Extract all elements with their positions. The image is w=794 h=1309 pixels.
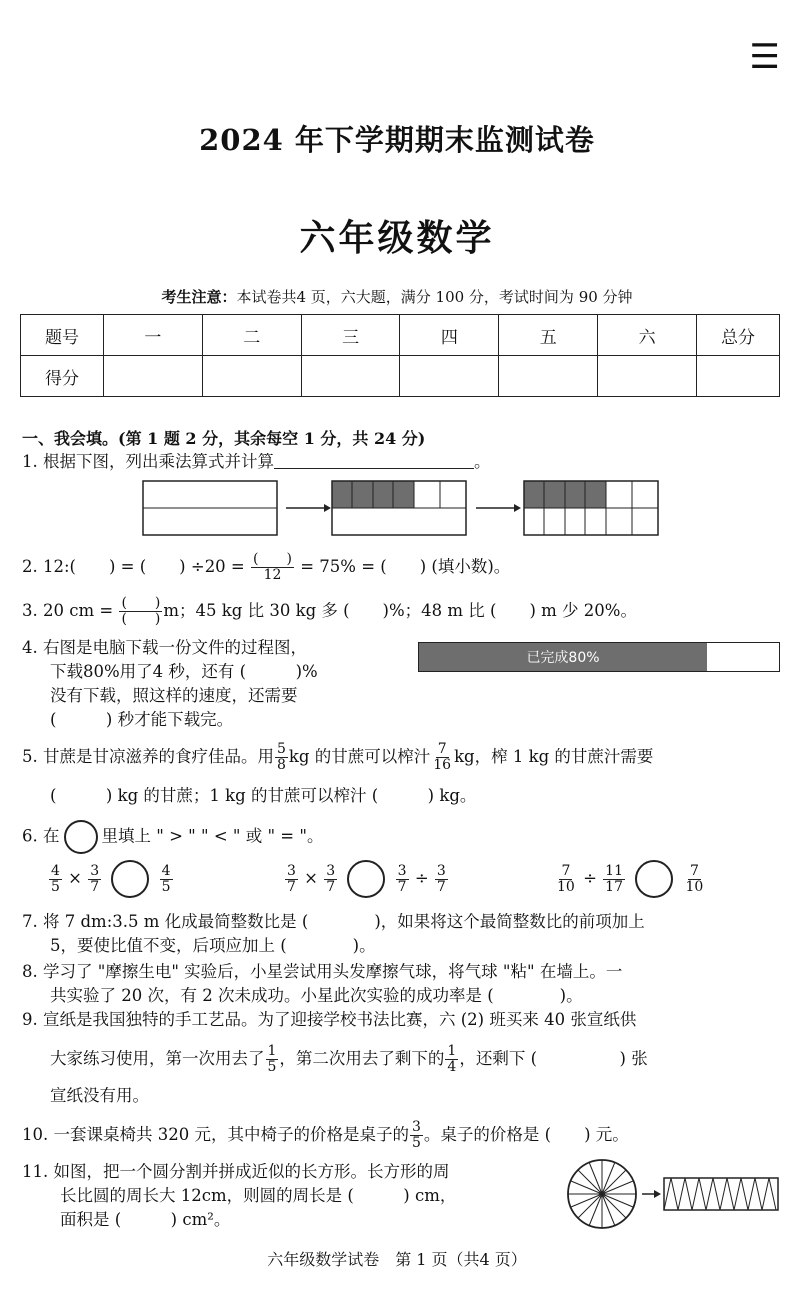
fraction-denominator: 5 (51, 878, 60, 895)
arrow-icon (286, 504, 331, 512)
question-text: 甘蔗是甘凉滋养的食疗佳品。用 (43, 747, 274, 766)
fraction-denominator: 5 (161, 878, 171, 895)
question-text: 下载80%用了4 秒，还有 ( )% (50, 662, 318, 681)
question-text: 学习了 "摩擦生电" 实验后，小星尝试用头发摩擦气球，将气球 "粘" 在墙上。一 (43, 962, 623, 981)
question-text: 。桌子的价格是 ( ) 元。 (423, 1125, 629, 1144)
question-9-line-3: 宣纸没有用。 (50, 1086, 149, 1105)
question-text: 5，要使比值不变，后项应加上 ( )。 (50, 936, 376, 955)
score-header-cell: 题号 (21, 315, 104, 356)
fraction-denominator: 5 (411, 1135, 421, 1151)
full-rectangle (143, 481, 277, 535)
exam-notice (0, 286, 794, 307)
score-cell[interactable] (104, 356, 203, 397)
arrow-icon (642, 1190, 661, 1198)
page-footer: 六年级数学试卷 第 1 页（共4 页） (267, 1250, 527, 1269)
score-cell[interactable] (499, 356, 598, 397)
fraction (431, 742, 453, 773)
question-text: ，还剩下 ( ) 张 (459, 1049, 648, 1068)
question-5-line-2: ( ) kg 的甘蔗；1 kg 的甘蔗可以榨汁 ( ) kg。 (50, 786, 477, 805)
fraction-numerator: 3 (90, 862, 100, 879)
score-header-cell: 总分 (697, 315, 780, 356)
question-text: 一套课桌椅共 320 元，其中椅子的价格是桌子的 (53, 1125, 409, 1144)
compare-circle-input[interactable] (111, 860, 149, 898)
fraction-numerator: 5 (277, 741, 286, 757)
divided-circle (568, 1160, 636, 1228)
fraction-denominator: 7 (90, 878, 100, 895)
question-text: 根据下图，列出乘法算式并计算 (43, 452, 274, 471)
question-6 (22, 820, 323, 854)
question-text: kg 的甘蔗可以榨汁 (288, 747, 431, 766)
fraction-numerator: 4 (161, 862, 171, 879)
operator: × (68, 868, 82, 888)
fraction (266, 1044, 279, 1075)
operator: ÷ (583, 868, 597, 888)
partial-shaded-rectangle (332, 481, 466, 535)
fraction (603, 864, 625, 895)
fraction-denominator: 7 (397, 878, 407, 895)
fraction (683, 864, 705, 895)
question-end: 。 (474, 452, 491, 471)
question-10 (22, 1120, 629, 1151)
approximate-rectangle (664, 1178, 778, 1210)
fraction (285, 864, 298, 895)
score-header-cell: 一 (104, 315, 203, 356)
fraction (88, 864, 101, 895)
fraction (275, 742, 288, 773)
question-number: 3. (22, 601, 38, 620)
compare-circle-input[interactable] (347, 860, 385, 898)
fraction-numerator: 7 (689, 862, 699, 879)
question-text: 长比圆的周长大 12cm，则圆的周长是 ( ) cm， (60, 1186, 457, 1205)
question-text: 右图是电脑下载一份文件的过程图， (43, 638, 307, 657)
question-text: 没有下载，照这样的速度，还需要 (50, 686, 298, 705)
question-text: 共实验了 20 次，有 2 次未成功。小星此次实验的成功率是 ( )。 (50, 986, 583, 1005)
score-cell[interactable] (697, 356, 780, 397)
grid-shaded-rectangle (524, 481, 658, 535)
fraction (410, 1120, 423, 1151)
question-text: ，第二次用去了剩下的 (279, 1049, 445, 1068)
fraction-numerator: 11 (605, 862, 623, 879)
fraction-numerator: 7 (561, 862, 571, 879)
fraction-numerator: 4 (51, 862, 60, 879)
fraction (324, 864, 337, 895)
question-text: 里填上 " > " " < " 或 " = "。 (101, 826, 324, 846)
question-number: 10. (22, 1125, 49, 1144)
score-header-cell: 四 (400, 315, 499, 356)
question-number: 8. (22, 962, 38, 981)
question-5 (22, 742, 653, 773)
question-4 (22, 636, 318, 732)
question-2 (22, 552, 510, 583)
fraction-denominator: 16 (433, 757, 452, 773)
comparison-1 (48, 860, 174, 898)
question-number: 9. (22, 1010, 38, 1029)
question-text: 20 cm = (43, 601, 114, 620)
answer-blank[interactable] (274, 452, 474, 469)
fraction-numerator: 1 (267, 1043, 277, 1059)
fraction-denominator: 12 (263, 567, 282, 583)
fraction-denominator: 17 (605, 878, 623, 895)
question-number: 11. (22, 1162, 49, 1181)
circle-to-rectangle-diagram (566, 1154, 782, 1234)
fraction (49, 864, 62, 895)
fraction-denominator: 7 (326, 878, 336, 895)
question-text: = 75% = ( ) (填小数)。 (300, 557, 511, 576)
compare-circle-input[interactable] (635, 860, 673, 898)
score-header-cell: 六 (598, 315, 697, 356)
fraction (119, 596, 162, 627)
question-9-line-2 (50, 1044, 648, 1075)
fraction (396, 864, 409, 895)
score-header-cell: 五 (499, 315, 598, 356)
question-text: 在 (43, 826, 60, 846)
fraction-denominator: 10 (685, 878, 704, 895)
question-text: kg，榨 1 kg 的甘蔗汁需要 (454, 747, 654, 766)
question-number: 6. (22, 826, 38, 846)
comparison-3 (554, 860, 706, 898)
question-number: 5. (22, 747, 38, 766)
score-header-cell: 二 (202, 315, 301, 356)
score-cell[interactable] (202, 356, 301, 397)
question-3 (22, 596, 637, 627)
fraction-denominator: 5 (267, 1059, 277, 1075)
fraction-numerator: 3 (326, 862, 336, 879)
menu-icon[interactable]: ☰ (749, 37, 780, 77)
score-cell[interactable] (598, 356, 697, 397)
fraction (435, 864, 448, 895)
question-text: 面积是 ( ) cm²。 (60, 1210, 231, 1229)
fraction (251, 552, 294, 583)
score-table (20, 314, 780, 397)
fraction-numerator: 3 (397, 862, 407, 879)
score-cell[interactable] (301, 356, 400, 397)
operator: ÷ (414, 868, 429, 888)
operator: × (304, 868, 318, 888)
fraction-denominator: 7 (287, 878, 296, 895)
circle-blank-icon (64, 820, 98, 854)
question-number: 4. (22, 638, 38, 657)
question-9 (22, 1008, 636, 1032)
fraction-numerator: 1 (447, 1043, 457, 1059)
fraction-numerator: 3 (436, 862, 446, 879)
fraction (555, 864, 577, 895)
fraction (445, 1044, 458, 1075)
fraction-numerator: 3 (411, 1119, 421, 1135)
fraction-numerator: 3 (287, 862, 296, 879)
question-11 (22, 1160, 456, 1232)
question-number: 1. (22, 452, 38, 471)
progress-fill: 已完成80% (419, 643, 707, 671)
question-1 (22, 450, 491, 474)
question-text: 宣纸是我国独特的手工艺品。为了迎接学校书法比赛，六 (2) 班买来 40 张宣纸供 (43, 1010, 637, 1029)
question-8 (22, 960, 622, 1008)
question-text: 12:( ) = ( ) ÷20 = (43, 557, 245, 576)
fraction (160, 864, 173, 895)
exam-title: 2024 年下学期期末监测试卷 (199, 123, 595, 157)
question-text: ( ) 秒才能下载完。 (50, 710, 234, 729)
fraction-denominator[interactable]: ( ) (121, 611, 161, 627)
section-1-title: 一、我会填。(第 1 题 2 分，其余每空 1 分，共 24 分) (22, 429, 426, 448)
score-table-score-row (21, 356, 780, 397)
fraction-denominator: 10 (557, 878, 575, 895)
q1-grid-diagram (140, 478, 662, 538)
download-progress-bar (418, 642, 780, 672)
question-text: 将 7 dm:3.5 m 化成最简整数比是 ( )，如果将这个最简整数比的前项加上 (43, 912, 645, 931)
fraction-numerator: 7 (437, 741, 447, 757)
question-number: 2. (22, 557, 38, 576)
comparison-2 (284, 860, 449, 898)
question-text: 如图，把一个圆分割并拼成近似的长方形。长方形的周 (53, 1162, 450, 1181)
notice-text: 本试卷共4 页，六大题，满分 100 分，考试时间为 90 分钟 (236, 288, 633, 306)
fraction-numerator[interactable]: ( ) (253, 551, 292, 567)
score-table-header-row (21, 315, 780, 356)
score-header-cell: 三 (301, 315, 400, 356)
score-cell[interactable] (400, 356, 499, 397)
fraction-denominator: 7 (436, 878, 446, 895)
question-text: m；45 kg 比 30 kg 多 ( )%；48 m 比 ( ) m 少 20%。 (163, 601, 637, 620)
notice-label: 考生注意： (161, 288, 237, 306)
fraction-denominator: 8 (277, 757, 286, 773)
question-text: 大家练习使用，第一次用去了 (50, 1049, 265, 1068)
fraction-numerator[interactable]: ( ) (121, 595, 161, 611)
arrow-icon (476, 504, 521, 512)
exam-subtitle: 六年级数学 (299, 217, 495, 259)
question-number: 7. (22, 912, 38, 931)
fraction-denominator: 4 (447, 1059, 457, 1075)
score-row-label: 得分 (21, 356, 104, 397)
question-7 (22, 910, 645, 958)
